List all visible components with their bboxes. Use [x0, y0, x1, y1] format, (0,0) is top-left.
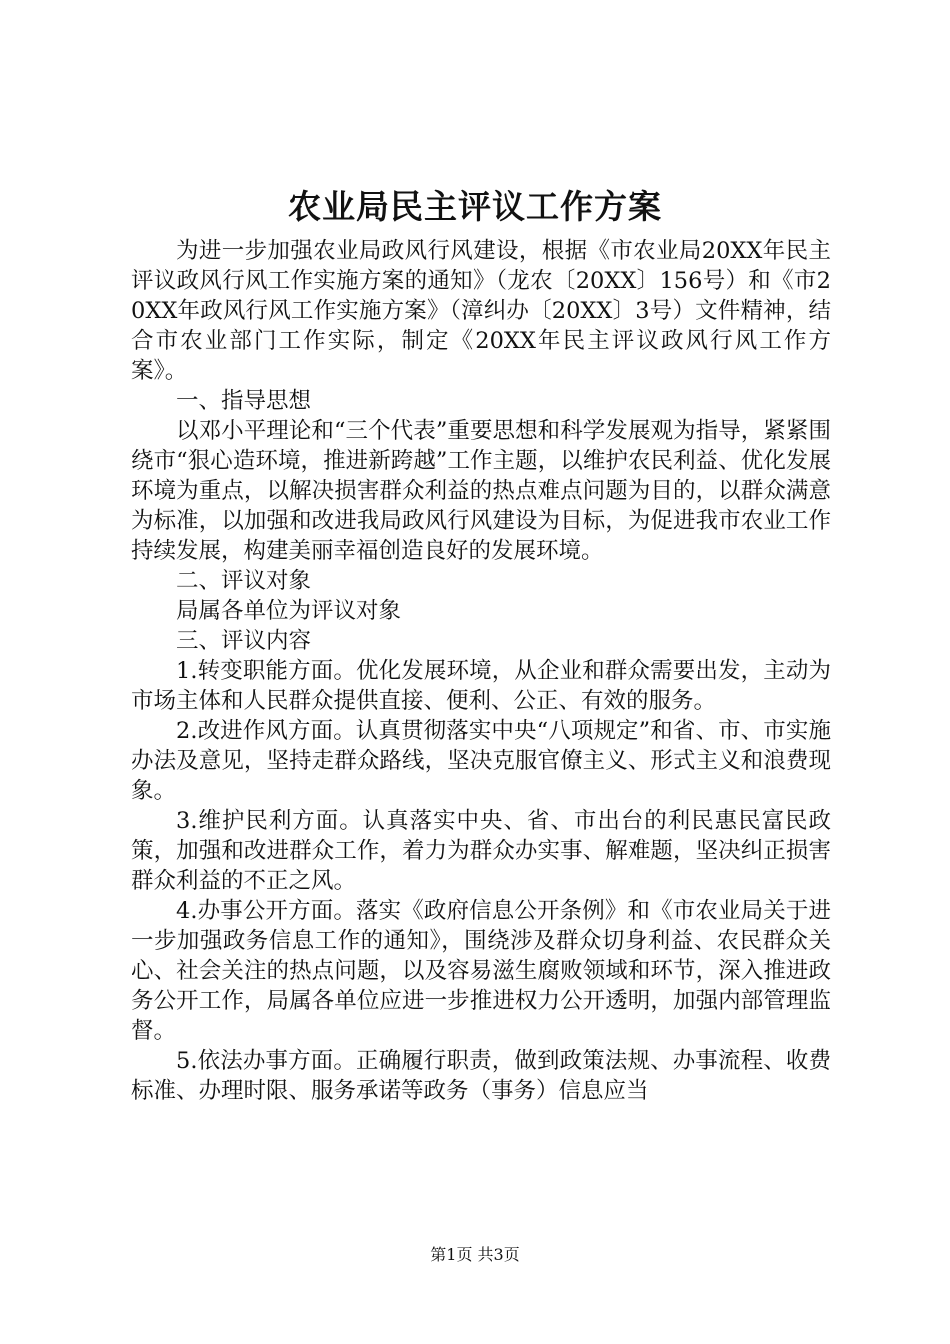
review-item-2: 2.改进作风方面。认真贯彻落实中央“八项规定”和省、市、市实施办法及意见，坚持走群众路线，坚决克服官僚主义、形式主义和浪费现象。: [131, 718, 831, 804]
section-heading-guiding-thought: 一、指导思想: [176, 388, 312, 414]
intro-paragraph: 为进一步加强农业局政风行风建设，根据《市农业局20XX年民主评议政风行风工作实施方案的通知》（龙农〔20XX〕156号）和《市20XX年政风行风工作实施方案》（漳纠办〔20XX〕3号）文件精神，结合市农业部门工作实际，制定《20XX年民主评议政风行风工作方案》。: [131, 238, 831, 384]
review-item-5: 5.依法办事方面。正确履行职责，做到政策法规、办事流程、收费标准、办理时限、服务承诺等政务（事务）信息应当: [131, 1048, 831, 1104]
section-heading-review-content: 三、评议内容: [176, 628, 312, 654]
guiding-thought-paragraph: 以邓小平理论和“三个代表”重要思想和科学发展观为指导，紧紧围绕市“狠心造环境，推进新跨越”工作主题，以维护农民利益、优化发展环境为重点，以解决损害群众利益的热点难点问题为目的，以群众满意为标准，以加强和改进我局政风行风建设为目标，为促进我市农业工作持续发展，构建美丽幸福创造良好的发展环境。: [131, 418, 831, 564]
section-heading-review-targets: 二、评议对象: [176, 568, 312, 594]
review-item-4: 4.办事公开方面。落实《政府信息公开条例》和《市农业局关于进一步加强政务信息工作的通知》，围绕涉及群众切身利益、农民群众关心、社会关注的热点问题，以及容易滋生腐败领域和环节，深入推进政务公开工作，局属各单位应进一步推进权力公开透明，加强内部管理监督。: [131, 898, 831, 1044]
review-item-1: 1.转变职能方面。优化发展环境，从企业和群众需要出发，主动为市场主体和人民群众提供直接、便利、公正、有效的服务。: [131, 658, 831, 714]
document-body: [131, 236, 831, 1106]
review-item-3: 3.维护民利方面。认真落实中央、省、市出台的利民惠民富民政策，加强和改进群众工作，着力为群众办实事、解难题，坚决纠正损害群众利益的不正之风。: [131, 808, 831, 894]
document-title: 农业局民主评议工作方案: [288, 187, 662, 226]
review-targets-paragraph: 局属各单位为评议对象: [176, 598, 402, 624]
page-footer: 第1页 共3页: [430, 1245, 520, 1264]
